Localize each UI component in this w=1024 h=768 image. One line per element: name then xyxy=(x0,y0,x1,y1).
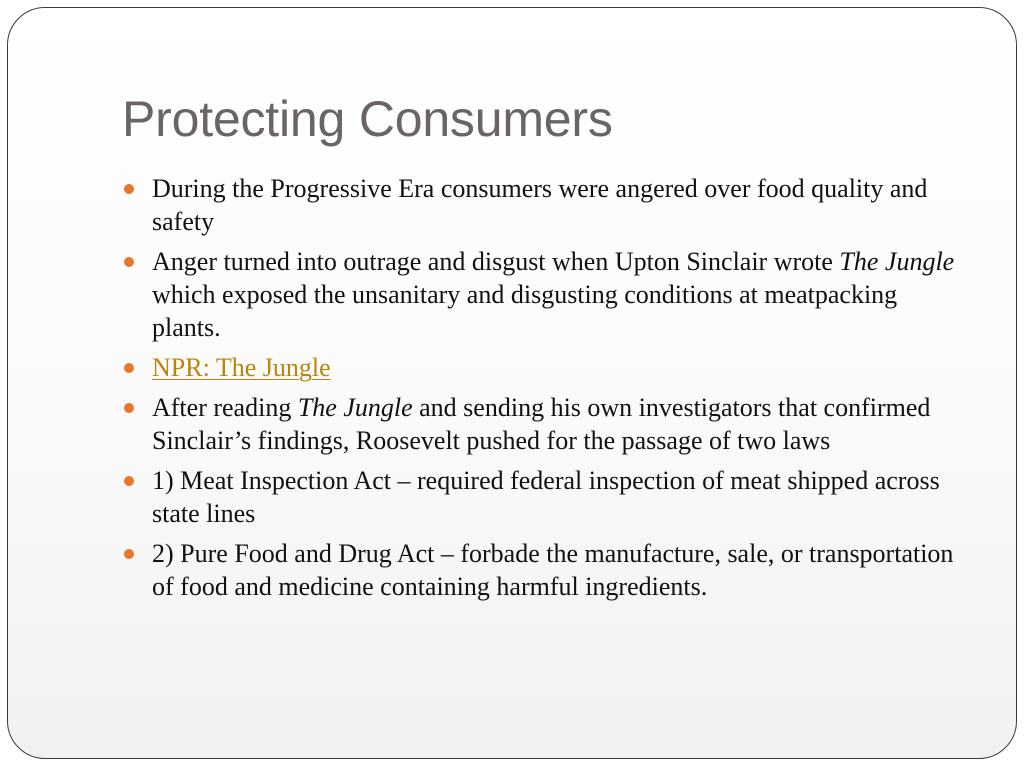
bullet-dot-icon xyxy=(124,403,134,413)
npr-the-jungle-link[interactable]: NPR: The Jungle xyxy=(152,353,331,382)
bullet-item-npr-link xyxy=(152,351,972,384)
bullet-item-meat-inspection-act xyxy=(152,464,972,530)
bullet-text: 2) Pure Food and Drug Act – forbade the manufacture, sale, or transportation of food and medicine containing harmful ingredients. xyxy=(152,539,954,601)
bullet-list xyxy=(152,172,972,610)
bullet-dot-icon xyxy=(124,184,134,194)
bullet-text-before: Anger turned into outrage and disgust when Upton Sinclair wrote xyxy=(152,247,840,276)
bullet-item-pure-food-drug-act xyxy=(152,537,972,603)
slide-frame xyxy=(7,7,1017,759)
book-title-italic: The Jungle xyxy=(297,393,413,422)
bullet-text-before: After reading xyxy=(152,393,298,422)
bullet-dot-icon xyxy=(124,476,134,486)
bullet-item-roosevelt xyxy=(152,391,972,457)
bullet-dot-icon xyxy=(124,363,134,373)
bullet-dot-icon xyxy=(124,549,134,559)
bullet-item-consumers-angered xyxy=(152,172,972,238)
slide-title: Protecting Consumers xyxy=(122,91,613,147)
bullet-text-after: and sending his own investigators that confirmed Sinclair’s findings, Roosevelt pushed for the passage of two laws xyxy=(152,393,931,455)
bullet-dot-icon xyxy=(124,257,134,267)
bullet-item-upton-sinclair xyxy=(152,245,972,344)
bullet-text-after: which exposed the unsanitary and disgusting conditions at meatpacking plants. xyxy=(152,280,898,342)
bullet-text: 1) Meat Inspection Act – required federal inspection of meat shipped across state lines xyxy=(152,466,940,528)
book-title-italic: The Jungle xyxy=(839,247,955,276)
bullet-text: During the Progressive Era consumers were angered over food quality and safety xyxy=(152,174,928,236)
